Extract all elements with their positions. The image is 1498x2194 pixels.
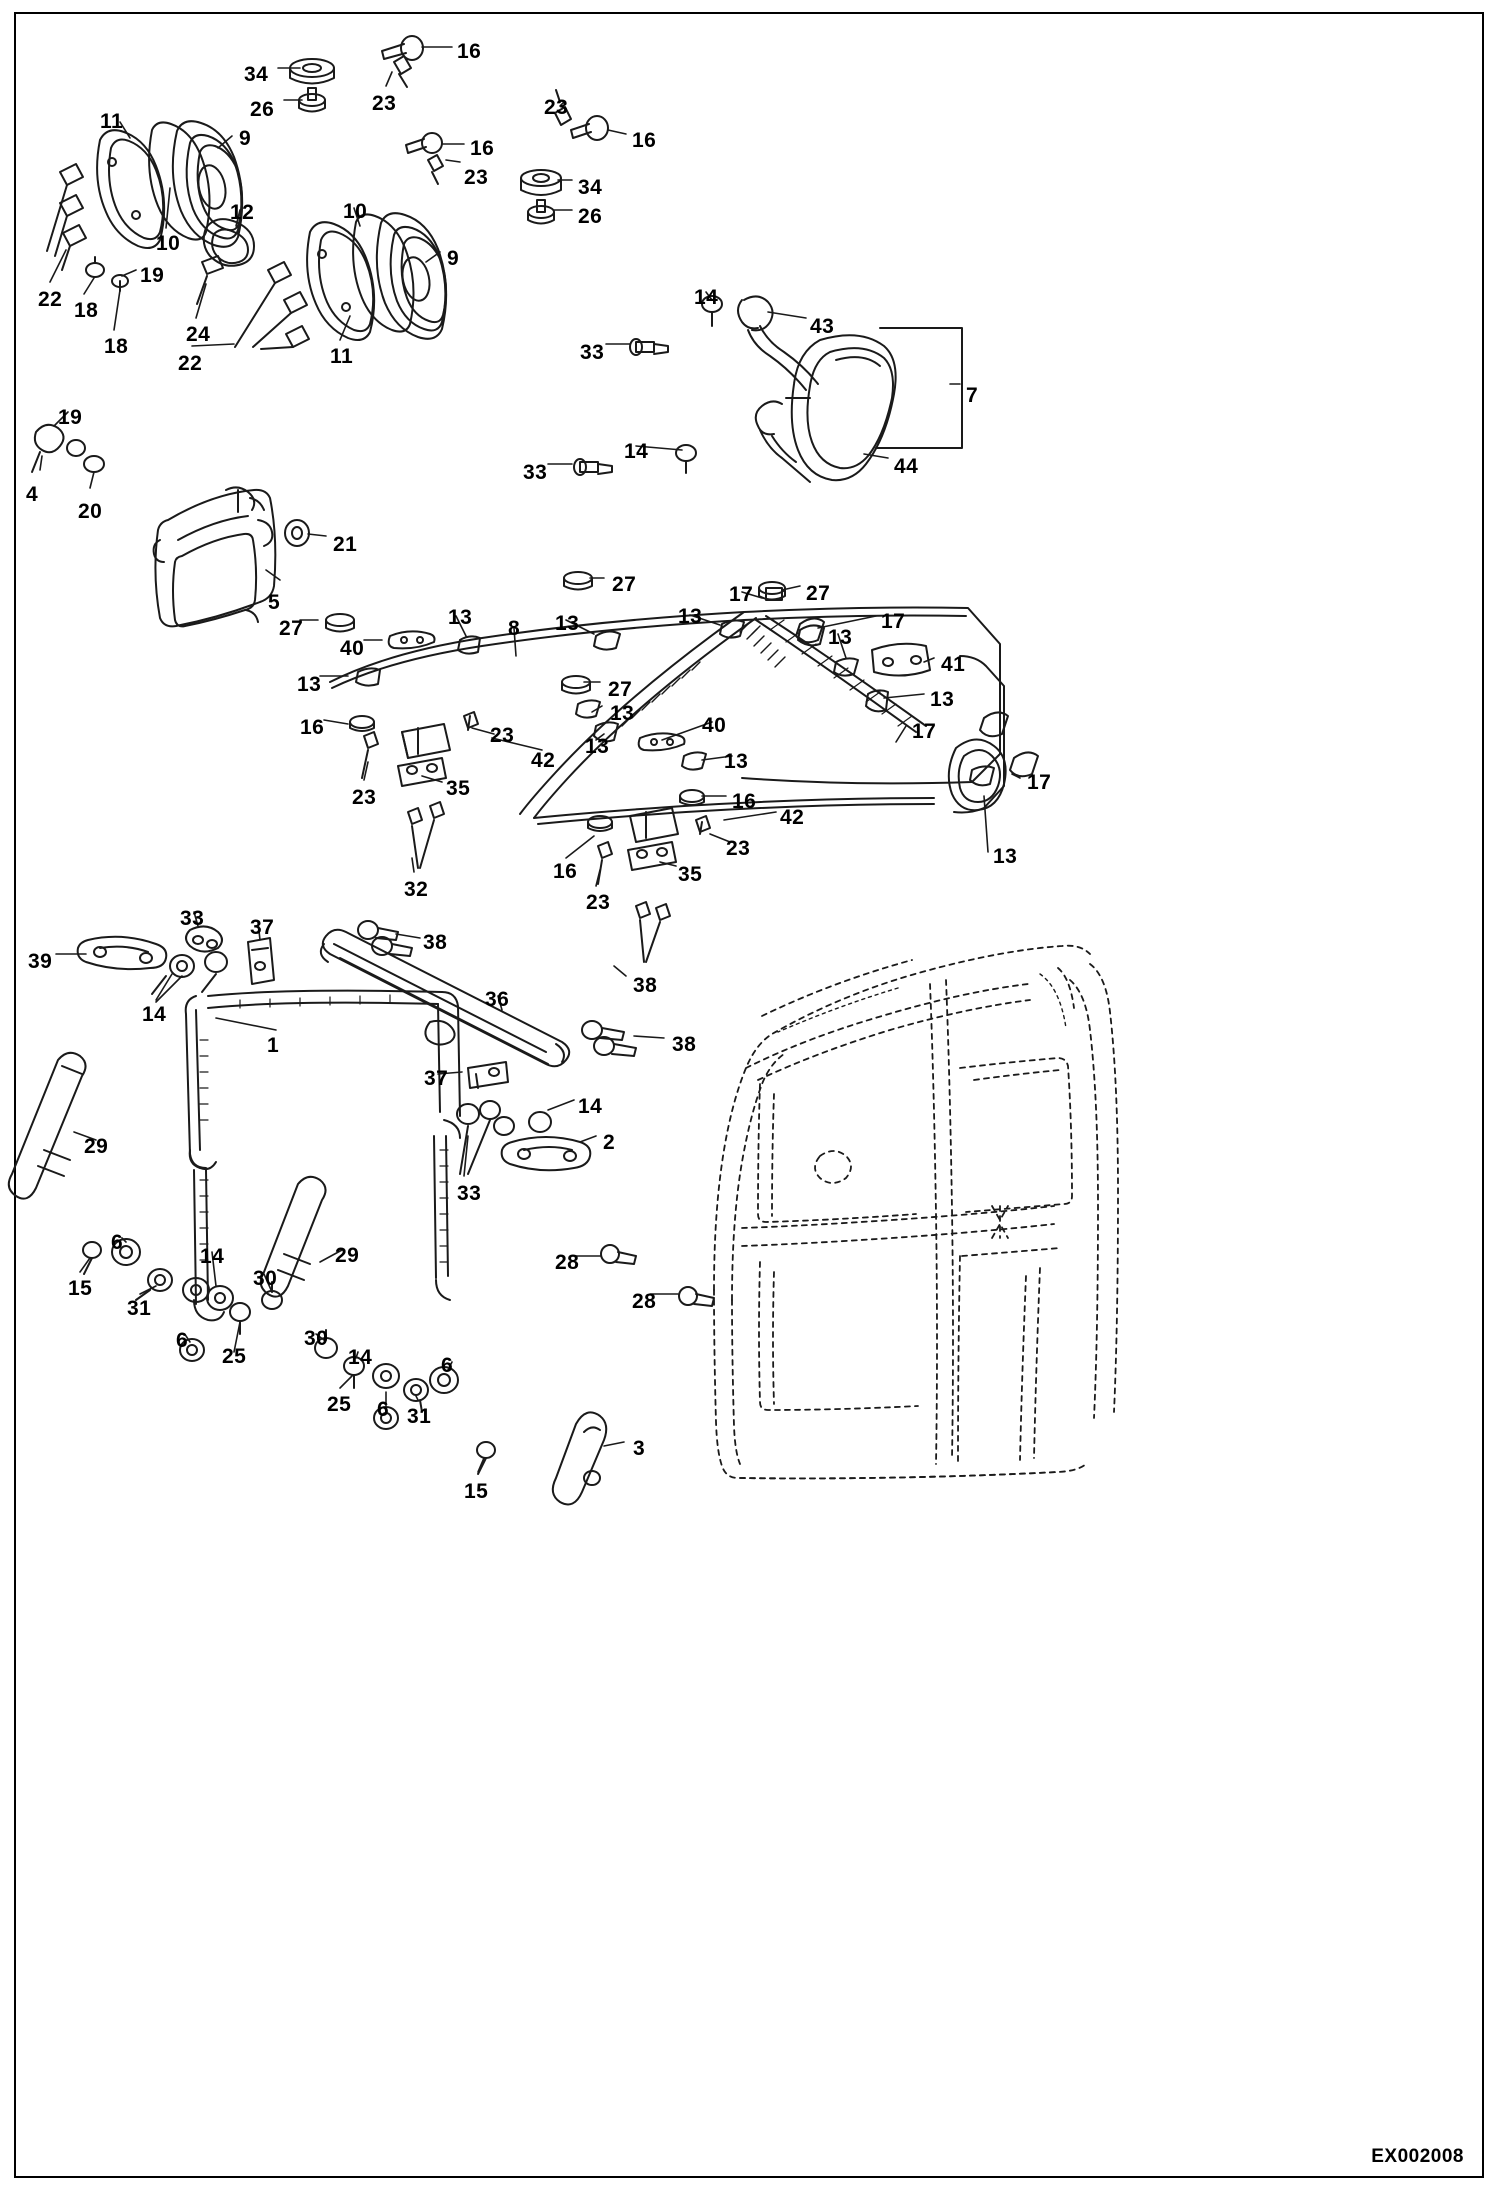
callout-number: 11 bbox=[100, 110, 124, 133]
callout-number: 23 bbox=[586, 891, 611, 914]
callout-number: 28 bbox=[632, 1290, 657, 1313]
callout-number: 16 bbox=[553, 860, 578, 883]
callout-number: 39 bbox=[28, 950, 53, 973]
drawing-code: EX002008 bbox=[1371, 2146, 1464, 2167]
callout-number: 34 bbox=[244, 63, 269, 86]
callout-number: 22 bbox=[178, 352, 203, 375]
callout-number: 23 bbox=[726, 837, 751, 860]
callout-number: 14 bbox=[142, 1003, 167, 1026]
callout-number: 29 bbox=[335, 1244, 360, 1267]
callout-number: 18 bbox=[74, 299, 99, 322]
callout-number: 13 bbox=[930, 688, 955, 711]
callout-number: 34 bbox=[578, 176, 603, 199]
callout-number: 16 bbox=[457, 40, 482, 63]
callout-number: 6 bbox=[176, 1329, 189, 1352]
callout-number: 13 bbox=[555, 612, 580, 635]
callout-number: 43 bbox=[810, 315, 835, 338]
callout-number: 17 bbox=[729, 583, 754, 606]
callout-number: 30 bbox=[253, 1267, 278, 1290]
callout-number: 23 bbox=[352, 786, 377, 809]
callout-number: 3 bbox=[633, 1437, 646, 1460]
callout-number: 14 bbox=[624, 440, 649, 463]
callout-number: 41 bbox=[941, 653, 966, 676]
callout-number: 6 bbox=[111, 1231, 124, 1254]
callout-number: 42 bbox=[780, 806, 805, 829]
callout-number: 8 bbox=[508, 617, 521, 640]
callout-number: 4 bbox=[26, 483, 39, 506]
callout-number: 27 bbox=[608, 678, 633, 701]
callout-number: 20 bbox=[78, 500, 103, 523]
callout-number: 19 bbox=[58, 406, 83, 429]
callout-number: 25 bbox=[327, 1393, 352, 1416]
callout-number: 33 bbox=[523, 461, 548, 484]
callout-number: 27 bbox=[806, 582, 831, 605]
callout-number: 19 bbox=[140, 264, 165, 287]
callout-number: 23 bbox=[544, 96, 569, 119]
callout-number: 15 bbox=[68, 1277, 93, 1300]
callout-number: 33 bbox=[180, 907, 205, 930]
callout-number: 28 bbox=[555, 1251, 580, 1274]
callout-number: 26 bbox=[250, 98, 275, 121]
callout-number: 36 bbox=[485, 988, 510, 1011]
callout-number: 30 bbox=[304, 1327, 329, 1350]
callout-number: 6 bbox=[441, 1354, 454, 1377]
callout-number: 25 bbox=[222, 1345, 247, 1368]
callout-number: 1 bbox=[267, 1034, 280, 1057]
callout-number: 10 bbox=[343, 200, 368, 223]
callout-number: 13 bbox=[610, 702, 635, 725]
callout-number: 31 bbox=[407, 1405, 432, 1428]
callout-number: 24 bbox=[186, 323, 211, 346]
callout-number: 17 bbox=[881, 610, 906, 633]
callout-number: 6 bbox=[377, 1398, 390, 1421]
callout-number: 44 bbox=[894, 455, 919, 478]
callout-number: 26 bbox=[578, 205, 603, 228]
callout-number: 38 bbox=[423, 931, 448, 954]
callout-number: 9 bbox=[447, 247, 460, 270]
callout-number: 16 bbox=[470, 137, 495, 160]
callout-number: 14 bbox=[348, 1346, 373, 1369]
callout-number: 33 bbox=[457, 1182, 482, 1205]
callout-number: 11 bbox=[330, 345, 354, 368]
callout-number: 17 bbox=[912, 720, 937, 743]
callout-number: 10 bbox=[156, 232, 181, 255]
callout-number: 13 bbox=[724, 750, 749, 773]
callout-number: 27 bbox=[612, 573, 637, 596]
callout-number: 27 bbox=[279, 617, 304, 640]
drawing-border bbox=[14, 12, 1484, 2178]
callout-number: 12 bbox=[230, 201, 255, 224]
callout-number: 35 bbox=[446, 777, 471, 800]
callout-number: 32 bbox=[404, 878, 429, 901]
callout-number: 13 bbox=[828, 626, 853, 649]
callout-number: 35 bbox=[678, 863, 703, 886]
callout-number: 37 bbox=[424, 1067, 449, 1090]
callout-number: 31 bbox=[127, 1297, 152, 1320]
callout-number: 5 bbox=[268, 591, 281, 614]
callout-number: 13 bbox=[448, 606, 473, 629]
callout-number: 23 bbox=[372, 92, 397, 115]
callout-number: 2 bbox=[603, 1131, 616, 1154]
callout-number: 40 bbox=[340, 637, 365, 660]
callout-number: 14 bbox=[694, 286, 719, 309]
callout-number: 38 bbox=[633, 974, 658, 997]
callout-number: 7 bbox=[966, 384, 979, 407]
callout-number: 40 bbox=[702, 714, 727, 737]
callout-number: 22 bbox=[38, 288, 63, 311]
callout-number: 17 bbox=[1027, 771, 1052, 794]
callout-number: 14 bbox=[578, 1095, 603, 1118]
callout-number: 13 bbox=[585, 735, 610, 758]
callout-number: 9 bbox=[239, 127, 252, 150]
callout-number: 14 bbox=[200, 1245, 225, 1268]
callout-number: 16 bbox=[300, 716, 325, 739]
callout-number: 13 bbox=[297, 673, 322, 696]
callout-number: 16 bbox=[632, 129, 657, 152]
callout-number: 21 bbox=[333, 533, 358, 556]
callout-number: 18 bbox=[104, 335, 129, 358]
callout-number: 29 bbox=[84, 1135, 109, 1158]
callout-number: 42 bbox=[531, 749, 556, 772]
callout-number: 38 bbox=[672, 1033, 697, 1056]
callout-number: 33 bbox=[580, 341, 605, 364]
callout-number: 15 bbox=[464, 1480, 489, 1503]
callout-number: 13 bbox=[678, 605, 703, 628]
callout-number: 16 bbox=[732, 790, 757, 813]
callout-number: 13 bbox=[993, 845, 1018, 868]
callout-number: 23 bbox=[464, 166, 489, 189]
callout-number: 37 bbox=[250, 916, 275, 939]
callout-number: 23 bbox=[490, 724, 515, 747]
